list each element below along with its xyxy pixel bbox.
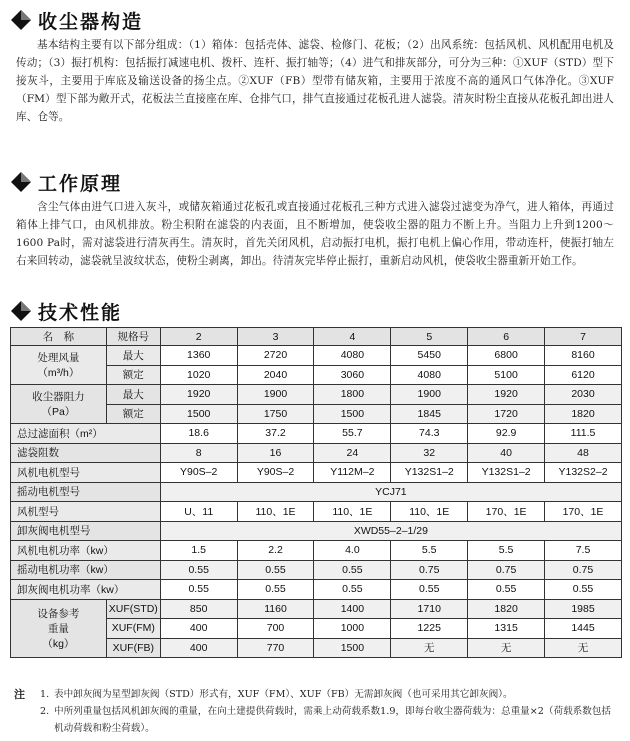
- section-title: 工作原理: [38, 172, 123, 195]
- table-cell: 0.55: [391, 580, 468, 600]
- table-cell: 16: [237, 443, 314, 463]
- table-cell: 5.5: [468, 541, 545, 561]
- table-row: [11, 443, 622, 463]
- row-label: 风机电机功率（kw）: [11, 541, 161, 561]
- weight-label-1: 设备参考: [37, 607, 80, 620]
- note-text: 中所列重量包括风机卸灰阀的重量，在向土建提供荷载时，需乘上动荷载系数1.9，即每台收尘器荷载为：总重量×2（荷载系数包括机动荷载和粉尘荷载）。: [54, 706, 612, 734]
- note-index: 2.: [40, 706, 50, 717]
- table-cell: 7.5: [545, 541, 622, 561]
- table-cell: 2720: [237, 346, 314, 366]
- diamond-bullet-icon: [10, 9, 32, 31]
- table-cell-merged: XWD55–2–1/29: [160, 521, 621, 541]
- section-heading: [10, 297, 620, 325]
- header-model: 规格号: [106, 328, 160, 346]
- table-cell: Y132S1–2: [468, 463, 545, 483]
- weight-label-3: （kg）: [42, 637, 75, 650]
- row-label-air-volume: [11, 346, 107, 385]
- row-label: 总过滤面积（m²）: [11, 424, 161, 444]
- table-row: [11, 502, 622, 522]
- diamond-bullet-icon: [10, 300, 32, 322]
- table-cell: 40: [468, 443, 545, 463]
- sub-label: 额定: [106, 404, 160, 424]
- table-cell: 1720: [468, 404, 545, 424]
- sub-label: XUF(FM): [106, 619, 160, 639]
- table-cell: 无: [391, 638, 468, 658]
- table-cell: 1315: [468, 619, 545, 639]
- table-cell: 3060: [314, 365, 391, 385]
- sub-label: 最大: [106, 385, 160, 405]
- air-volume-unit: （m³/h）: [37, 367, 80, 379]
- table-cell: 32: [391, 443, 468, 463]
- table-cell: 1800: [314, 385, 391, 405]
- note-tag: 注: [14, 688, 25, 701]
- table-cell: 18.6: [160, 424, 237, 444]
- table-row: [11, 560, 622, 580]
- table-cell: 6120: [545, 365, 622, 385]
- table-cell: 0.55: [237, 560, 314, 580]
- table-cell: 0.55: [545, 580, 622, 600]
- performance-table: [10, 327, 622, 658]
- table-cell: 0.55: [160, 560, 237, 580]
- table-cell: 1400: [314, 599, 391, 619]
- sub-label: XUF(STD): [106, 599, 160, 619]
- table-cell: 5450: [391, 346, 468, 366]
- table-row: [11, 463, 622, 483]
- table-cell: 2030: [545, 385, 622, 405]
- table-cell: 92.9: [468, 424, 545, 444]
- sub-label: XUF(FB): [106, 638, 160, 658]
- row-label-weight: [11, 599, 107, 658]
- table-cell: 1.5: [160, 541, 237, 561]
- table-cell: 1020: [160, 365, 237, 385]
- table-cell: 4080: [391, 365, 468, 385]
- table-cell: 700: [237, 619, 314, 639]
- table-cell: 400: [160, 619, 237, 639]
- table-cell: 0.55: [314, 560, 391, 580]
- notes: [14, 686, 620, 737]
- header-col: 3: [237, 328, 314, 346]
- principle-text: 含尘气体由进气口进入灰斗，或储灰箱通过花板孔或直接通过花板孔三种方式进入滤袋过滤变为净气，进人箱体，再通过箱体上排气口，由风机排放。粉尘积附在滤袋的内表面，且不断增加，使袋收尘器的阻力不断上升。当阻力上升到1200～1600 Pa时，需对滤袋进行清灰再生。清灰时，首先关闭风机，启动振打电机，振打电机上偏心作用，带动连杆，使振打轴左右来回转动，滤袋就呈波纹状态，使粉尘剥离，卸出。待清灰完毕停止振打，重新启动风机，使袋收尘器重新开始工作。: [16, 201, 614, 267]
- note-item: [14, 703, 620, 737]
- table-cell: 5100: [468, 365, 545, 385]
- table-cell: 1500: [314, 404, 391, 424]
- diamond-bullet-icon: [10, 171, 32, 193]
- table-cell: 0.55: [468, 580, 545, 600]
- table-cell: 1000: [314, 619, 391, 639]
- table-row: [11, 385, 622, 405]
- table-cell: 1820: [545, 404, 622, 424]
- section-principle: [10, 168, 620, 270]
- sub-label: 最大: [106, 346, 160, 366]
- structure-text: 基本结构主要有以下部分组成：（1）箱体：包括壳体、滤袋、检修门、花板；（2）出风系统：包括风机、风机配用电机及传动；（3）振打机构：包括振打减速电机、拨杆、连杆、振打轴等；（4）进气和排灰部分，可分为三种：①XUF（STD）型下接灰斗，主要用于库底及输送设备的扬尘点。②XUF（FB）型带有储灰箱，主要用于浓度不高的通风口气体净化。③XUF（FM）型下部为敞开式，花板法兰直接座在库、仓排气口，排气直接通过花板孔进人滤袋。清灰时粉尘直接从花板孔卸出进人库、仓等。: [16, 39, 614, 123]
- resistance-label: 收尘器阻力: [32, 391, 85, 403]
- table-cell: 4.0: [314, 541, 391, 561]
- row-label: 摇动电机型号: [11, 482, 161, 502]
- table-cell: 74.3: [391, 424, 468, 444]
- table-cell: Y90S–2: [237, 463, 314, 483]
- table-cell: Y132S1–2: [391, 463, 468, 483]
- table-cell: 0.55: [237, 580, 314, 600]
- row-label-resistance: [11, 385, 107, 424]
- table-cell: 55.7: [314, 424, 391, 444]
- table-cell: 110、1E: [391, 502, 468, 522]
- table-cell-merged: YCJ71: [160, 482, 621, 502]
- table-cell: 48: [545, 443, 622, 463]
- table-cell: 110、1E: [237, 502, 314, 522]
- row-label: 卸灰阀电机型号: [11, 521, 161, 541]
- table-cell: 0.75: [468, 560, 545, 580]
- table-cell: 6800: [468, 346, 545, 366]
- table-cell: 8: [160, 443, 237, 463]
- table-cell: 170、1E: [545, 502, 622, 522]
- table-cell: Y112M–2: [314, 463, 391, 483]
- section-heading: [10, 168, 620, 196]
- table-row: [11, 346, 622, 366]
- note-item: [14, 686, 620, 703]
- header-col: 5: [391, 328, 468, 346]
- header-col: 2: [160, 328, 237, 346]
- section-performance: [10, 297, 620, 325]
- table-row: [11, 521, 622, 541]
- section-heading: [10, 6, 620, 34]
- table-cell: 1360: [160, 346, 237, 366]
- table-cell: 1160: [237, 599, 314, 619]
- row-label: 滤袋阻数: [11, 443, 161, 463]
- table-cell: 1820: [468, 599, 545, 619]
- table-cell: 1845: [391, 404, 468, 424]
- table-cell: 4080: [314, 346, 391, 366]
- header-col: 6: [468, 328, 545, 346]
- weight-label-2: 重量: [47, 622, 69, 635]
- table-cell: 1985: [545, 599, 622, 619]
- section-structure: [10, 6, 620, 126]
- table-cell: 5.5: [391, 541, 468, 561]
- table-cell: 无: [545, 638, 622, 658]
- table-cell: 770: [237, 638, 314, 658]
- table-cell: 0.55: [160, 580, 237, 600]
- table-cell: 1225: [391, 619, 468, 639]
- table-cell: 1500: [314, 638, 391, 658]
- table-header-row: [11, 328, 622, 346]
- sub-label: 额定: [106, 365, 160, 385]
- air-volume-label: 处理风量: [37, 352, 80, 364]
- row-label: 风机型号: [11, 502, 161, 522]
- resistance-unit: （Pa）: [41, 406, 76, 418]
- table-cell: 2040: [237, 365, 314, 385]
- table-row: [11, 541, 622, 561]
- table-cell: Y132S2–2: [545, 463, 622, 483]
- table-cell: 8160: [545, 346, 622, 366]
- table-cell: 2.2: [237, 541, 314, 561]
- header-name: 名 称: [11, 328, 107, 346]
- header-col: 4: [314, 328, 391, 346]
- table-cell: 110、1E: [314, 502, 391, 522]
- section-title: 收尘器构造: [38, 10, 144, 33]
- table-row: [11, 580, 622, 600]
- table-cell: 无: [468, 638, 545, 658]
- table-cell: 37.2: [237, 424, 314, 444]
- table-cell: 0.75: [545, 560, 622, 580]
- row-label: 卸灰阀电机功率（kw）: [11, 580, 161, 600]
- table-cell: 400: [160, 638, 237, 658]
- note-text: 表中卸灰阀为星型卸灰阀（STD）形式有，XUF（FM）、XUF（FB）无需卸灰阀（也可采用其它卸灰阀）。: [54, 689, 513, 700]
- table-cell: 1445: [545, 619, 622, 639]
- table-cell: 850: [160, 599, 237, 619]
- section-title: 技术性能: [38, 301, 123, 324]
- header-col: 7: [545, 328, 622, 346]
- table-cell: 0.75: [391, 560, 468, 580]
- note-index: 1.: [40, 689, 50, 700]
- table-cell: 1710: [391, 599, 468, 619]
- table-cell: 170、1E: [468, 502, 545, 522]
- table-cell: 1920: [160, 385, 237, 405]
- table-cell: 1900: [391, 385, 468, 405]
- table-cell: U、11: [160, 502, 237, 522]
- table-row: [11, 599, 622, 619]
- table-cell: 1500: [160, 404, 237, 424]
- table-cell: 1920: [468, 385, 545, 405]
- table-cell: 24: [314, 443, 391, 463]
- table-cell: Y90S–2: [160, 463, 237, 483]
- table-row: [11, 424, 622, 444]
- row-label: 风机电机型号: [11, 463, 161, 483]
- table-cell: 0.55: [314, 580, 391, 600]
- row-label: 摇动电机功率（kw）: [11, 560, 161, 580]
- table-cell: 1750: [237, 404, 314, 424]
- table-row: [11, 482, 622, 502]
- table-cell: 1900: [237, 385, 314, 405]
- table-cell: 111.5: [545, 424, 622, 444]
